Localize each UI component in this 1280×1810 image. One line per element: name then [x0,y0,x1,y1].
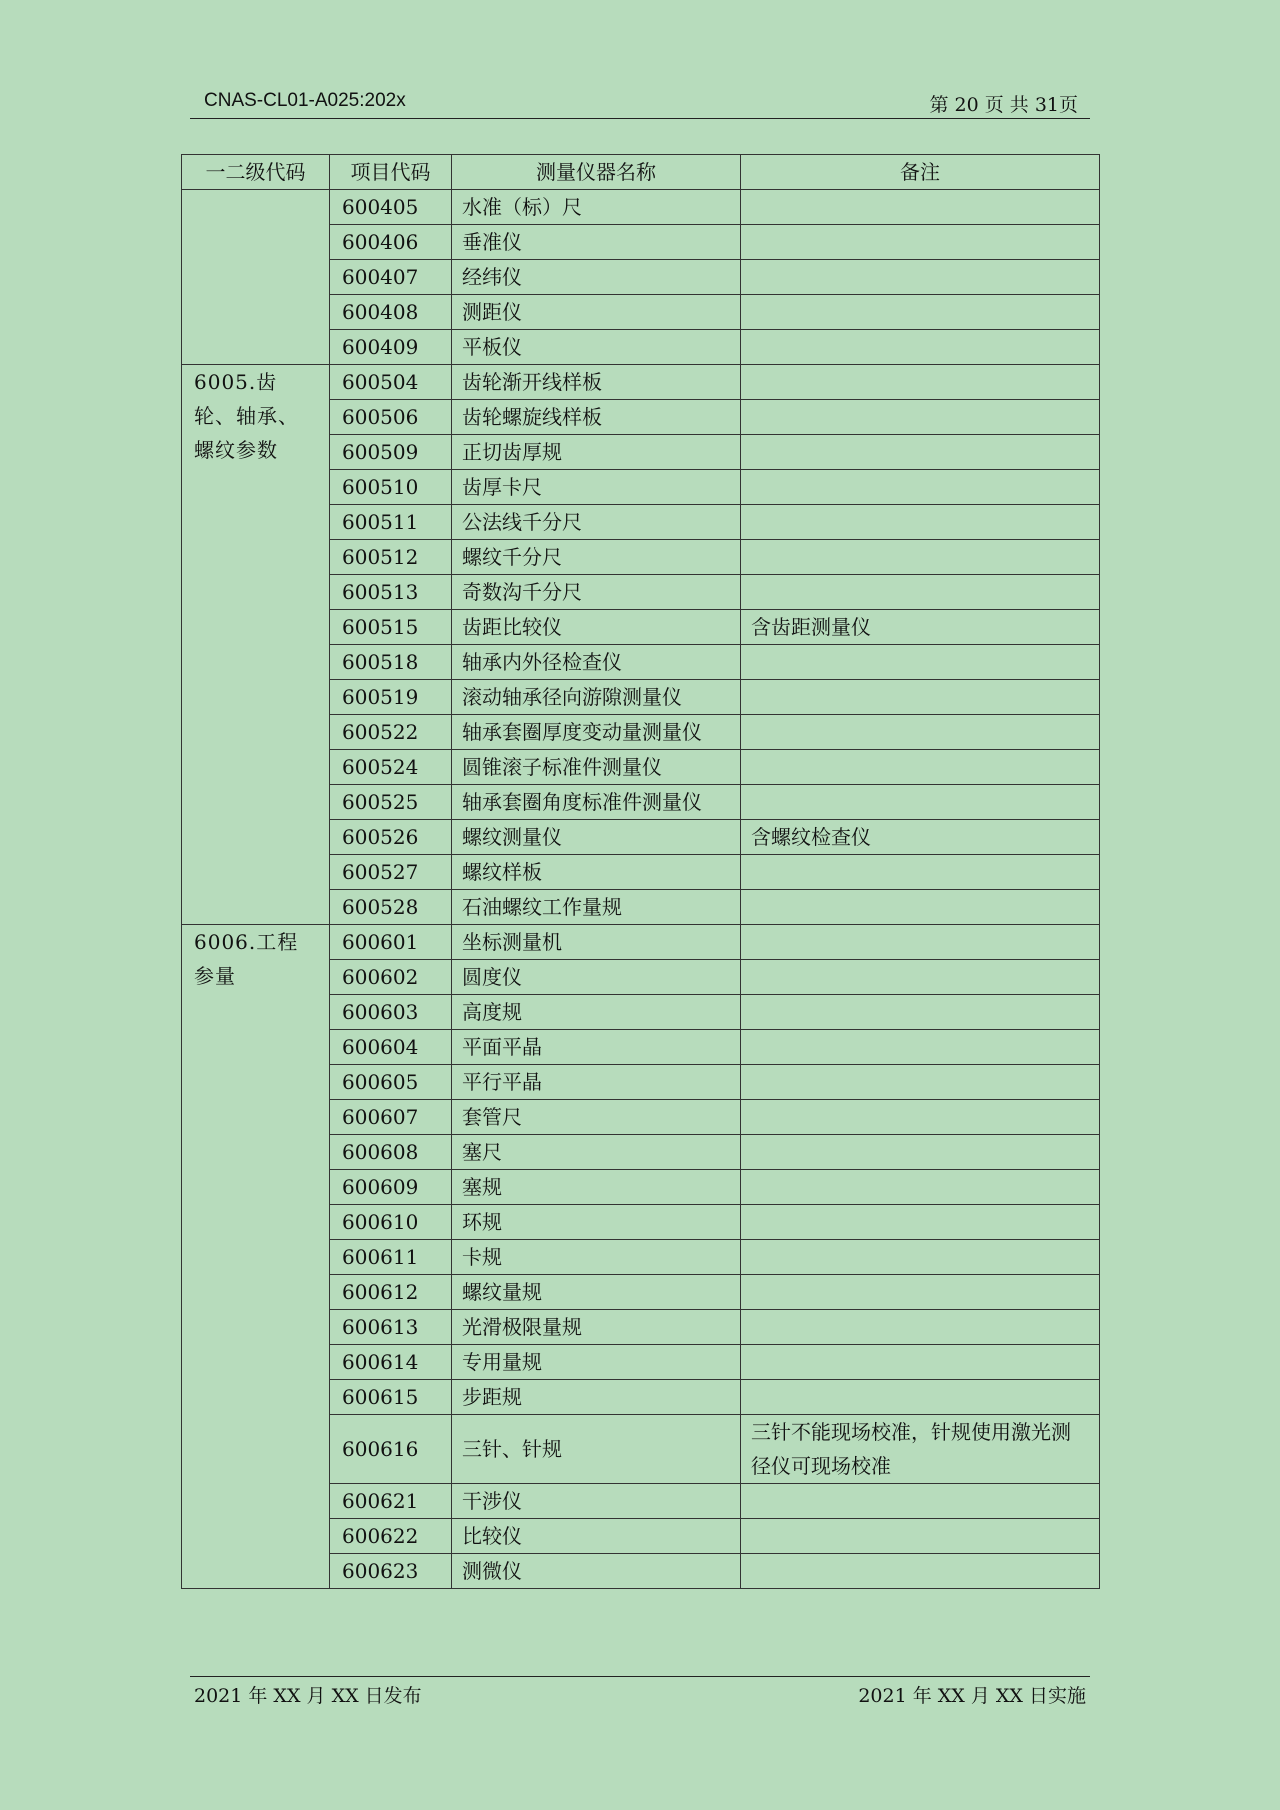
instrument-name-cell: 轴承套圈角度标准件测量仪 [452,785,741,820]
item-code-cell: 600608 [330,1135,452,1170]
item-code-cell: 600512 [330,540,452,575]
remarks-cell [741,1345,1100,1380]
page-number: 第 20 页 共 31页 [929,94,1078,116]
item-code-cell: 600408 [330,295,452,330]
remarks-cell [741,295,1100,330]
remarks-cell [741,1205,1100,1240]
remarks-cell [741,435,1100,470]
instrument-name-cell: 测距仪 [452,295,741,330]
remarks-cell [741,330,1100,365]
instrument-name-cell: 专用量规 [452,1345,741,1380]
instrument-name-cell: 水准（标）尺 [452,190,741,225]
remarks-cell [741,750,1100,785]
instrument-name-cell: 轴承套圈厚度变动量测量仪 [452,715,741,750]
remarks-cell [741,890,1100,925]
remarks-cell [741,1170,1100,1205]
remarks-cell [741,225,1100,260]
instrument-name-cell: 平行平晶 [452,1065,741,1100]
item-code-cell: 600527 [330,855,452,890]
group-code-cell [182,190,330,365]
item-code-cell: 600528 [330,890,452,925]
remarks-cell [741,1554,1100,1589]
item-code-cell: 600518 [330,645,452,680]
item-code-cell: 600610 [330,1205,452,1240]
item-code-cell: 600613 [330,1310,452,1345]
instrument-name-cell: 齿轮螺旋线样板 [452,400,741,435]
instrument-name-cell: 正切齿厚规 [452,435,741,470]
item-code-cell: 600509 [330,435,452,470]
remarks-cell [741,1519,1100,1554]
column-header-item-code: 项目代码 [330,155,452,190]
item-code-cell: 600605 [330,1065,452,1100]
item-code-cell: 600510 [330,470,452,505]
instrument-name-cell: 公法线千分尺 [452,505,741,540]
instrument-name-cell: 螺纹千分尺 [452,540,741,575]
item-code-cell: 600405 [330,190,452,225]
instrument-name-cell: 干涉仪 [452,1484,741,1519]
remarks-cell [741,1275,1100,1310]
remarks-cell [741,1135,1100,1170]
column-header-level-code: 一二级代码 [182,155,330,190]
publish-date: 2021 年 XX 月 XX 日发布 [194,1685,422,1707]
remarks-cell [741,855,1100,890]
remarks-cell [741,260,1100,295]
instrument-table [181,154,1100,1589]
page-footer [190,1676,1090,1717]
remarks-cell [741,680,1100,715]
group-code-cell: 6005.齿轮、轴承、螺纹参数 [182,365,330,925]
instrument-name-cell: 滚动轴承径向游隙测量仪 [452,680,741,715]
remarks-cell [741,470,1100,505]
instrument-name-cell: 圆锥滚子标准件测量仪 [452,750,741,785]
instrument-name-cell: 齿厚卡尺 [452,470,741,505]
instrument-name-cell: 步距规 [452,1380,741,1415]
remarks-cell: 含齿距测量仪 [741,610,1100,645]
item-code-cell: 600615 [330,1380,452,1415]
item-code-cell: 600609 [330,1170,452,1205]
remarks-cell [741,715,1100,750]
remarks-cell [741,540,1100,575]
instrument-name-cell: 比较仪 [452,1519,741,1554]
item-code-cell: 600601 [330,925,452,960]
instrument-name-cell: 螺纹样板 [452,855,741,890]
item-code-cell: 600611 [330,1240,452,1275]
item-code-cell: 600504 [330,365,452,400]
remarks-cell [741,960,1100,995]
item-code-cell: 600406 [330,225,452,260]
remarks-cell [741,400,1100,435]
column-header-remarks: 备注 [741,155,1100,190]
item-code-cell: 600616 [330,1415,452,1484]
instrument-name-cell: 塞尺 [452,1135,741,1170]
instrument-name-cell: 套管尺 [452,1100,741,1135]
remarks-cell [741,785,1100,820]
remarks-cell [741,645,1100,680]
instrument-name-cell: 齿距比较仪 [452,610,741,645]
instrument-name-cell: 平面平晶 [452,1030,741,1065]
instrument-name-cell: 环规 [452,1205,741,1240]
item-code-cell: 600407 [330,260,452,295]
document-id: CNAS-CL01-A025:202x [204,90,406,111]
item-code-cell: 600526 [330,820,452,855]
instrument-name-cell: 齿轮渐开线样板 [452,365,741,400]
table-row [182,365,1100,400]
item-code-cell: 600607 [330,1100,452,1135]
instrument-name-cell: 坐标测量机 [452,925,741,960]
item-code-cell: 600612 [330,1275,452,1310]
item-code-cell: 600602 [330,960,452,995]
instrument-name-cell: 平板仪 [452,330,741,365]
instrument-name-cell: 测微仪 [452,1554,741,1589]
table-row [182,190,1100,225]
item-code-cell: 600511 [330,505,452,540]
item-code-cell: 600622 [330,1519,452,1554]
implement-date: 2021 年 XX 月 XX 日实施 [858,1685,1086,1707]
item-code-cell: 600519 [330,680,452,715]
item-code-cell: 600513 [330,575,452,610]
remarks-cell: 三针不能现场校准，针规使用激光测径仪可现场校准 [741,1415,1100,1484]
remarks-cell [741,1100,1100,1135]
page-header [190,90,1090,119]
item-code-cell: 600522 [330,715,452,750]
instrument-name-cell: 卡规 [452,1240,741,1275]
instrument-name-cell: 垂准仪 [452,225,741,260]
item-code-cell: 600604 [330,1030,452,1065]
table-row [182,925,1100,960]
remarks-cell [741,190,1100,225]
remarks-cell [741,575,1100,610]
remarks-cell [741,1484,1100,1519]
instrument-name-cell: 轴承内外径检查仪 [452,645,741,680]
group-code-cell: 6006.工程参量 [182,925,330,1589]
remarks-cell [741,925,1100,960]
item-code-cell: 600515 [330,610,452,645]
item-code-cell: 600525 [330,785,452,820]
instrument-name-cell: 经纬仪 [452,260,741,295]
instrument-name-cell: 螺纹测量仪 [452,820,741,855]
item-code-cell: 600506 [330,400,452,435]
instrument-name-cell: 石油螺纹工作量规 [452,890,741,925]
table-body [182,190,1100,1589]
remarks-cell [741,1240,1100,1275]
instrument-name-cell: 三针、针规 [452,1415,741,1484]
instrument-name-cell: 圆度仪 [452,960,741,995]
instrument-name-cell: 塞规 [452,1170,741,1205]
item-code-cell: 600603 [330,995,452,1030]
table-header-row [182,155,1100,190]
remarks-cell [741,1030,1100,1065]
instrument-name-cell: 高度规 [452,995,741,1030]
column-header-instrument-name: 测量仪器名称 [452,155,741,190]
remarks-cell [741,1380,1100,1415]
remarks-cell [741,1065,1100,1100]
item-code-cell: 600614 [330,1345,452,1380]
instrument-name-cell: 光滑极限量规 [452,1310,741,1345]
remarks-cell [741,365,1100,400]
item-code-cell: 600623 [330,1554,452,1589]
remarks-cell [741,1310,1100,1345]
remarks-cell: 含螺纹检查仪 [741,820,1100,855]
instrument-name-cell: 螺纹量规 [452,1275,741,1310]
item-code-cell: 600409 [330,330,452,365]
instrument-name-cell: 奇数沟千分尺 [452,575,741,610]
item-code-cell: 600524 [330,750,452,785]
item-code-cell: 600621 [330,1484,452,1519]
remarks-cell [741,995,1100,1030]
remarks-cell [741,505,1100,540]
